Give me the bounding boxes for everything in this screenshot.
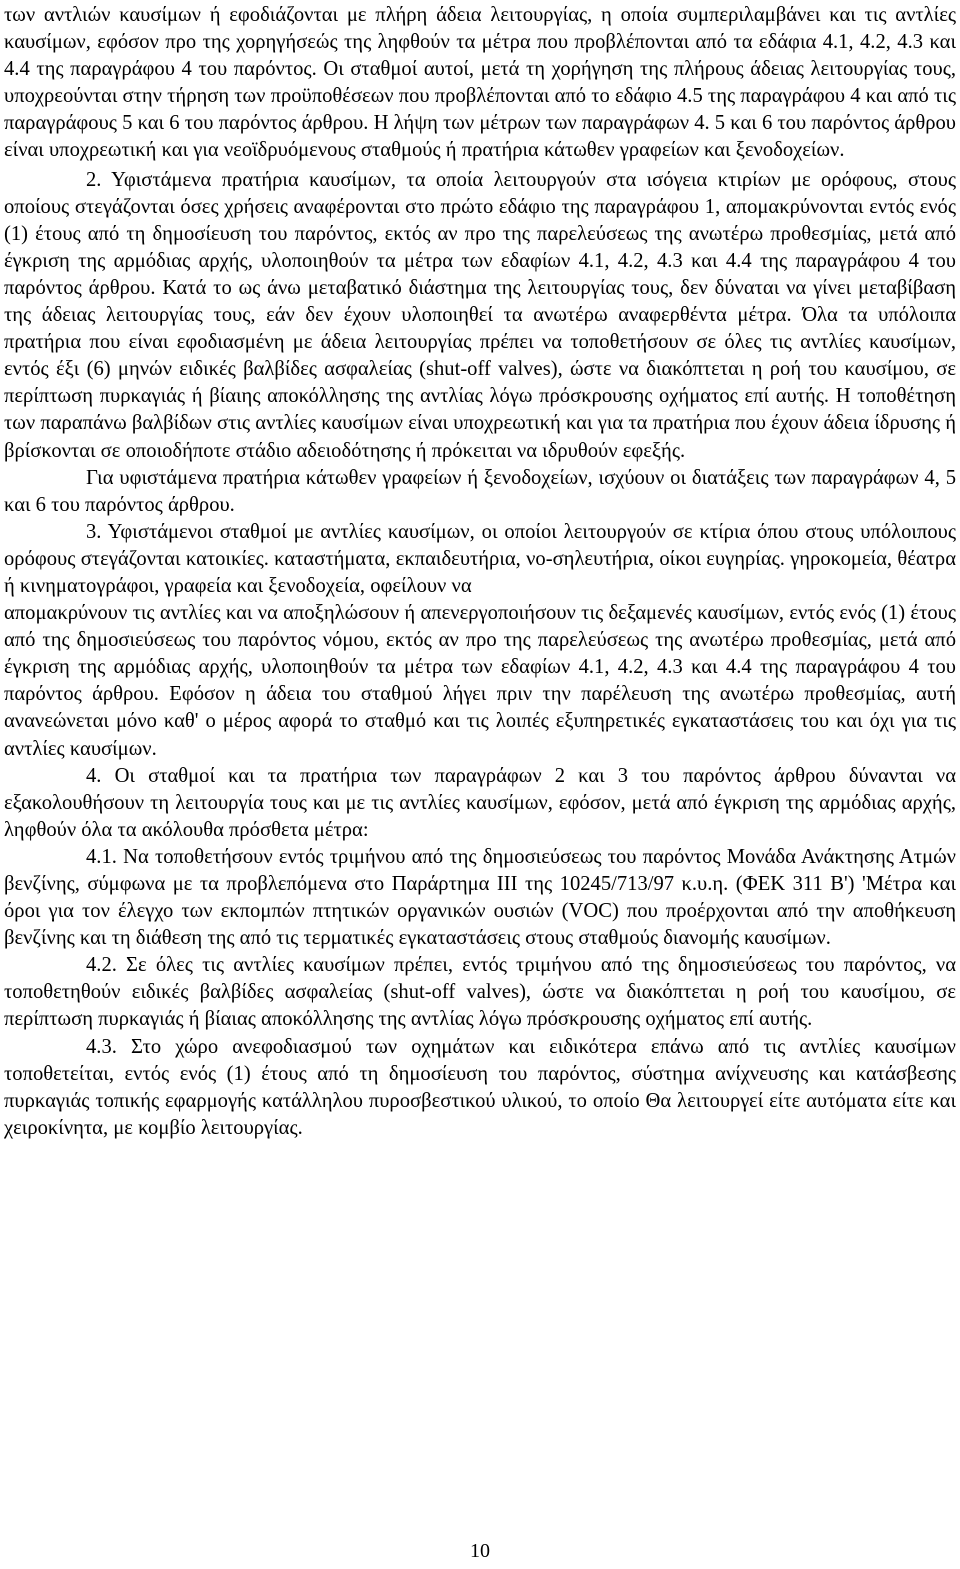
document-page bbox=[4, 2, 956, 1142]
paragraph-4: 4. Οι σταθμοί και τα πρατήρια των παραγράφων 2 και 3 του παρόντος άρθρου δύνανται να εξακολουθήσουν τη λειτουργία τους και με τις αντλίες καυσίμων, εφόσον, μετά από έγκριση της αρμόδιας αρχής, ληφθούν όλα τα ακόλουθα πρόσθετα μέτρα: bbox=[4, 764, 956, 841]
paragraph-4-1: 4.1. Να τοποθετήσουν εντός τριμήνου από της δημοσιεύσεως του παρόντος Μονάδα Ανάκτησης Ατμών βενζίνης, σύμφωνα με τα προβλεπόμενα στο Παράρτημα ΙΙΙ της 10245/713/97 κ.υ.η. (ΦΕΚ 311 Β') 'Μέτρα και όροι για τον έλεγχο των εκπομπών πτητικών οργανικών ουσιών (VOC) που προέρχονται από την αποθήκευση βενζίνης και τη διάθεση της από τις τερματικές εγκαταστάσεις στους σταθμούς διανομής καυσίμων. bbox=[4, 845, 956, 950]
paragraph-4-3: 4.3. Στο χώρο ανεφοδιασμού των οχημάτων και ειδικότερα επάνω από τις αντλίες καυσίμων τοποθετείται, εντός ενός (1) έτους από τη δημοσίευση του παρόντος, σύστημα ανίχνευσης και κατάσβεσης πυρκαγιάς τοπικής εφαρμογής κατάλληλου πυροσβεστικού υλικού, το οποίο Θα λειτουργεί είτε αυτόματα είτε και χειροκίνητα, με κομβίο λειτουργίας. bbox=[4, 1035, 956, 1139]
paragraph-2-subsequent: Για υφιστάμενα πρατήρια κάτωθεν γραφείων ή ξενοδοχείων, ισχύουν οι διατάξεις των παραγράφων 4, 5 και 6 του παρόντος άρθρου. bbox=[4, 466, 956, 516]
paragraph-2: 2. Υφιστάμενα πρατήρια καυσίμων, τα οποία λειτουργούν στα ισόγεια κτιρίων με ορόφους, στους οποίους στεγάζονται όσες χρήσεις αναφέρονται στο πρώτο εδάφιο της παραγράφου 1, απομακρύνονται εντός ενός (1) έτους από τη δημοσίευση του παρόντος, εκτός αν προ της παρελεύσεως της ανωτέρω προθεσμίας, μετά από έγκριση της αρμόδιας αρχής, υλοποιηθούν τα μέτρα των εδαφίων 4.1, 4.2, 4.3 και 4.4 της παραγράφου 4 του παρόντος άρθρου. Κατά το ως άνω μεταβατικό διάστημα της λειτουργίας τους, δεν δύναται να γίνει μεταβίβαση της άδειας λειτουργίας τους, εάν δεν έχουν υλοποιηθεί τα ανωτέρω αναφερθέντα μέτρα. Όλα τα υπόλοιπα πρατήρια που είναι εφοδιασμένη με άδεια λειτουργίας πρέπει να τοποθετήσουν σε όλες τις αντλίες καυσίμων, εντός έξι (6) μηνών ειδικές βαλβίδες ασφαλείας (shut-off valves), ώστε να διακόπτεται η ροή του καυσίμου, σε περίπτωση πυρκαγιάς ή βίαιης αποκόλλησης της αντλίας λόγω πρόσκρουσης οχήματος επί αυτής. Η τοποθέτηση των παραπάνω βαλβίδων στις αντλίες καυσίμων είναι υποχρεωτική και για τα πρατήρια που έχουν άδεια ίδρυσης ή βρίσκονται σε οποιοδήποτε στάδιο αδειοδότησης ή πρόκειται να ιδρυθούν εφεξής. bbox=[4, 168, 956, 462]
page-number: 10 bbox=[470, 1540, 490, 1562]
paragraph-4-2: 4.2. Σε όλες τις αντλίες καυσίμων πρέπει, εντός τριμήνου από της δημοσιεύσεως του παρόντος, να τοποθετηθούν ειδικές βαλβίδες ασφαλείας (shut-off valves), ώστε να διακόπτεται η ροή του καυσίμου, σε περίπτωση πυρκαγιάς ή βίαιας αποκόλλησης της αντλίας λόγω πρόσκρουσης οχήματος επί αυτής. bbox=[4, 954, 956, 1031]
paragraph-3: 3. Υφιστάμενοι σταθμοί με αντλίες καυσίμων, οι οποίοι λειτουργούν σε κτίρια όπου στους υπόλοιπους ορόφους στεγάζονται κατοικίες. καταστήματα, εκπαιδευτήρια, νο-σηλευτήρια, οίκοι ευγηρίας. γηροκομεία, θέατρα ή κινηματογράφοι, γραφεία και ξενοδοχεία, οφείλουν να bbox=[4, 520, 956, 597]
paragraph-continuation: των αντλιών καυσίμων ή εφοδιάζονται με πλήρη άδεια λειτουργίας, η οποία συμπεριλαμβάνει και τις αντλίες καυσίμων, εφόσον προ της χορηγήσεώς της ληφθούν τα μέτρα που προβλέπονται από τα εδάφια 4.1, 4.2, 4.3 και 4.4 της παραγράφου 4 του παρόντος. Οι σταθμοί αυτοί, μετά τη χορήγηση της πλήρους άδειας λειτουργίας τους, υποχρεούνται στην τήρηση των προϋποθέσεων που προβλέπονται από το εδάφιο 4.5 της παραγράφου 4 και από τις παραγράφους 5 και 6 του παρόντος άρθρου. Η λήψη των μέτρων των παραγράφων 4. 5 και 6 του παρόντος άρθρου είναι υποχρεωτική και για νεοϊδρυόμενους σταθμούς ή πρατήρια κάτωθεν γραφείων και ξενοδοχείων. bbox=[4, 4, 956, 162]
paragraph-3-continued: απομακρύνουν τις αντλίες και να αποξηλώσουν ή απενεργοποιήσουν τις δεξαμενές καυσίμων, εντός ενός (1) έτους από της δημοσιεύσεως του παρόντος νόμου, εκτός αν προ της παρελεύσεως της ανωτέρω προθεσμίας, μετά από έγκριση της αρμόδιας αρχής, υλοποιηθούν τα μέτρα των εδαφίων 4.1, 4.2, 4.3 και 4.4 της παραγράφου 4 του παρόντος άρθρου. Εφόσον η άδεια του σταθμού λήγει πριν την παρέλευση της ανωτέρω προθεσμίας, αυτή ανανεώνεται μόνο καθ' ο μέρος αφορά το σταθμό και τις λοιπές εξυπηρετικές εγκαταστάσεις του και όχι για τις αντλίες καυσίμων. bbox=[4, 602, 956, 760]
